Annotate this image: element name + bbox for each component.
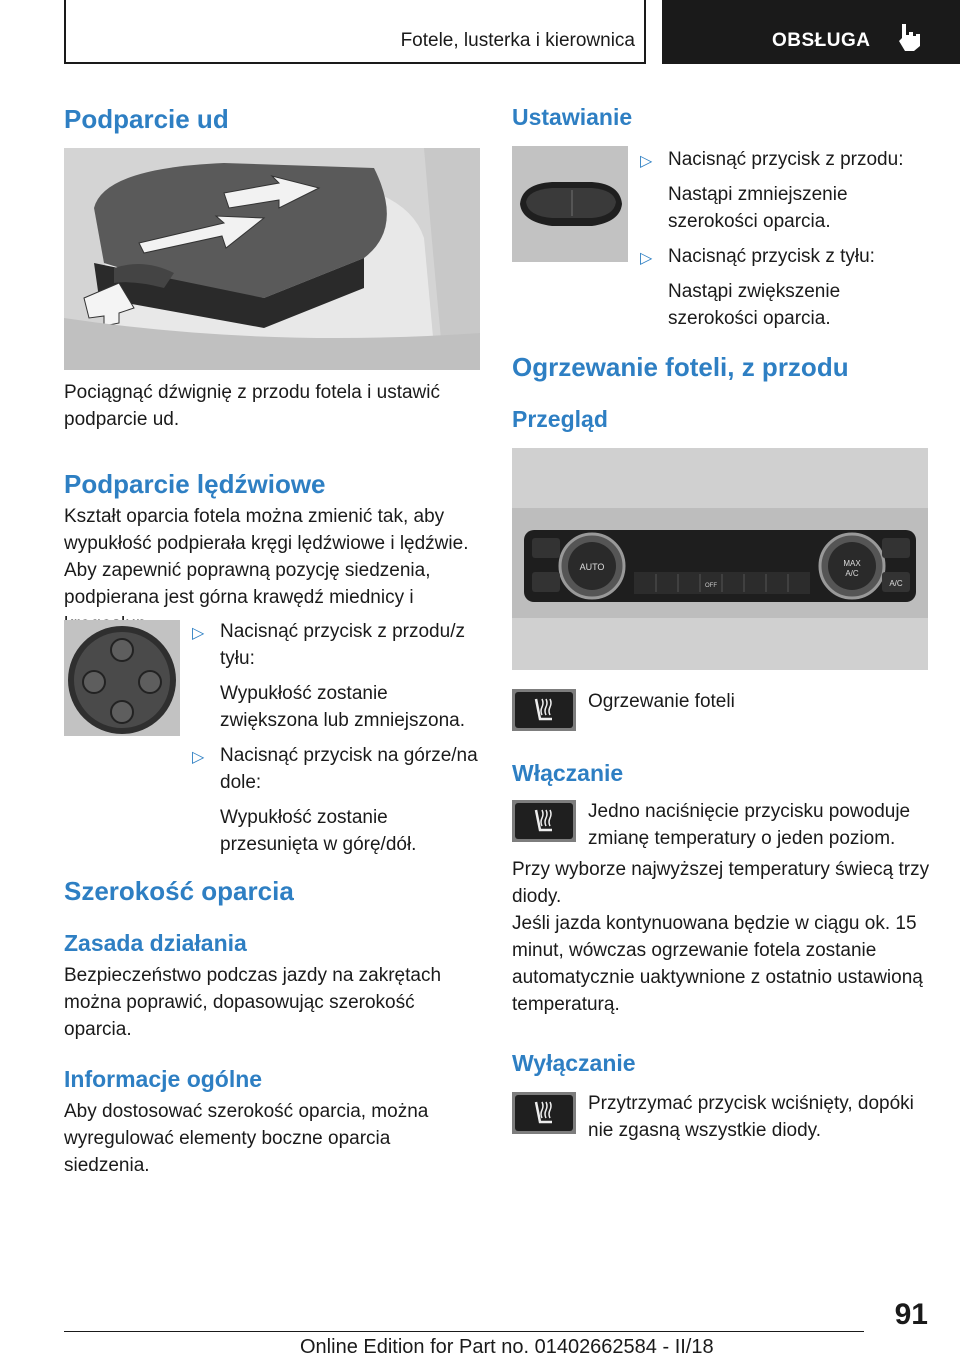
general-info-text: Aby dostosować szerokość oparcia, można wyregulować elementy boczne oparcia siedzenia.: [64, 1101, 429, 1176]
lumbar-support-text: Kształt oparcia fotela można zmienić tak, aby wypukłość podpierała kręgi lędźwiowe i lędźwie. Aby zapewnić poprawną pozycję siedzenia, podpierana jest górna krawędź miednicy i: [64, 506, 469, 608]
max-label: MAX: [843, 559, 861, 568]
bullet-triangle-icon: ▷: [640, 250, 653, 267]
seat-heating-label: Ogrzewanie foteli: [588, 691, 735, 712]
bullet-triangle-icon: ▷: [640, 153, 653, 170]
switch-on-text-2: Jeśli jazda kontynuowana będzie w ciągu ok. 15 minut, wówczas ogrzewanie fotela zostanie automatycznie uaktywnione z ostatnio ustawioną temperaturą.: [512, 913, 923, 1015]
adjust-step-2-action: Nacisnąć przycisk z tyłu:: [668, 246, 875, 267]
bullet-triangle-icon: ▷: [192, 625, 205, 642]
chapter-tab[interactable]: [662, 0, 960, 64]
heading-seat-heating: Ogrzewanie foteli, z przodu: [512, 352, 849, 382]
seat-thigh-support-photo: [64, 148, 480, 370]
seat-heating-button-image: [512, 800, 576, 842]
adjust-step-2: [640, 243, 940, 332]
principle-text: Bezpieczeństwo podczas jazdy na zakrętach można poprawić, dopasowując szerokość oparcia.: [64, 965, 442, 1040]
adjust-steps: [640, 146, 940, 332]
switch-on-text-1: Przy wyborze najwyższej temperatury świecą trzy diody.: [512, 859, 930, 907]
climate-control-panel-photo: [512, 448, 928, 670]
heading-thigh-support: Podparcie ud: [64, 104, 229, 134]
switch-on-icon-text: Jedno naciśnięcie przycisku powoduje zmianę temperatury o jeden poziom.: [588, 801, 911, 849]
width-button-photo: [512, 146, 628, 262]
seat-heating-button-image: [512, 1092, 576, 1134]
hand-pointer-icon: [896, 22, 922, 52]
lumbar-step-1: [192, 618, 482, 734]
lumbar-step-2: [192, 742, 482, 858]
heading-adjust: Ustawianie: [512, 104, 633, 130]
off-label: OFF: [705, 583, 717, 589]
heading-switch-off: Wyłączanie: [512, 1050, 636, 1076]
heading-principle: Zasada działania: [64, 930, 247, 956]
adjust-step-1-result: Nastąpi zmniejszenie szerokości oparcia.: [668, 184, 848, 232]
adjust-step-1: [640, 146, 940, 235]
heading-general-info: Informacje ogólne: [64, 1066, 263, 1092]
lumbar-step-1-action: Nacisnąć przycisk z przodu/z tyłu:: [220, 621, 465, 669]
ac-button-label: A/C: [889, 579, 903, 588]
thigh-support-text: Pociągnąć dźwignię z przodu fotela i ustawić podparcie ud.: [64, 382, 440, 430]
heading-switch-on: Włączanie: [512, 760, 624, 786]
chapter-tab-label: OBSŁUGA: [772, 30, 871, 51]
auto-label: AUTO: [579, 562, 605, 572]
lumbar-steps: [192, 618, 482, 858]
lumbar-button-photo: [64, 620, 180, 736]
ac-label: A/C: [845, 569, 859, 578]
adjust-step-1-action: Nacisnąć przycisk z przodu:: [668, 149, 904, 170]
heading-lumbar-support: Podparcie lędźwiowe: [64, 469, 326, 499]
page-number: 91: [894, 1298, 928, 1331]
adjust-step-2-result: Nastąpi zwiększenie szerokości oparcia.: [668, 281, 841, 329]
switch-off-text: Przytrzymać przycisk wciśnięty, dopóki nie zgasną wszystkie diody.: [588, 1093, 914, 1141]
section-title: Fotele, lusterka i kierownica: [400, 30, 635, 51]
lumbar-step-1-result: Wypukłość zostanie zwiększona lub zmniejszona.: [220, 683, 466, 731]
lumbar-step-2-result: Wypukłość zostanie przesunięta w górę/dół.: [220, 807, 417, 855]
edition-footer: Online Edition for Part no. 01402662584 - II/18: [300, 1336, 714, 1358]
heading-overview: Przegląd: [512, 406, 608, 432]
bullet-triangle-icon: ▷: [192, 749, 205, 766]
lumbar-step-2-action: Nacisnąć przycisk na górze/na dole:: [220, 745, 478, 793]
footer-divider: [64, 1331, 864, 1332]
heading-backrest-width: Szerokość oparcia: [64, 876, 294, 906]
seat-heating-button-image: [512, 689, 576, 731]
